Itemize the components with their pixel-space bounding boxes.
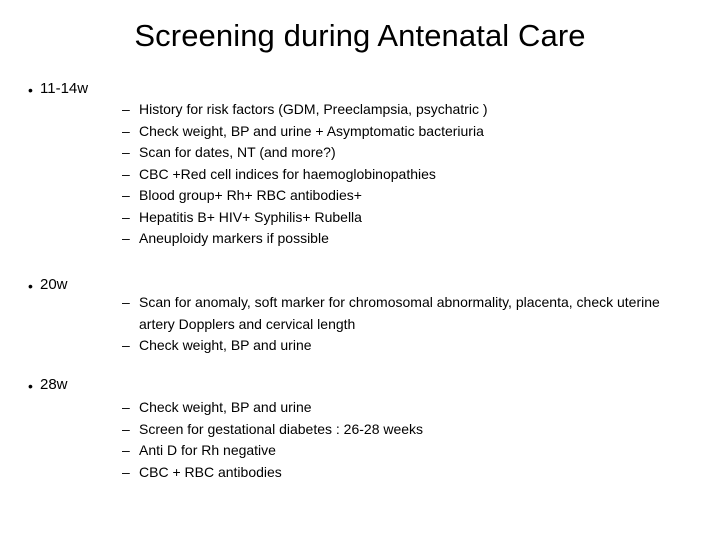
dash-icon: – xyxy=(122,144,130,160)
section-label-28w: 28w xyxy=(40,376,68,393)
section-list-20w xyxy=(122,292,682,357)
dash-icon: – xyxy=(122,230,130,246)
list-item-text: CBC +Red cell indices for haemoglobinopathies xyxy=(139,165,436,182)
bullet-icon: • xyxy=(28,82,33,98)
dash-icon: – xyxy=(122,442,130,458)
list-item xyxy=(122,207,682,229)
list-item-text: Anti D for Rh negative xyxy=(139,442,276,458)
list-item-text: Check weight, BP and urine + Asymptomatic bacteriuria xyxy=(139,122,484,139)
list-item xyxy=(122,228,682,250)
list-item xyxy=(122,397,682,419)
dash-icon: – xyxy=(122,101,130,117)
section-label-11-14w: 11-14w xyxy=(40,80,89,97)
dash-icon: – xyxy=(122,208,130,225)
list-item-text: Scan for dates, NT (and more?) xyxy=(139,144,336,160)
dash-icon: – xyxy=(122,420,130,437)
dash-icon: – xyxy=(122,187,130,203)
section-list-28w xyxy=(122,397,682,483)
list-item xyxy=(122,185,682,207)
list-item xyxy=(122,292,682,335)
dash-icon: – xyxy=(122,337,130,353)
list-item xyxy=(122,121,682,143)
dash-icon: – xyxy=(122,463,130,480)
list-item-text: Hepatitis B+ HIV+ Syphilis+ Rubella xyxy=(139,208,362,225)
list-item-text: Check weight, BP and urine xyxy=(139,399,312,415)
list-item-text: Check weight, BP and urine xyxy=(139,337,312,353)
list-item xyxy=(122,335,682,357)
dash-icon: – xyxy=(122,122,130,139)
list-item-text: Screen for gestational diabetes : 26-28 weeks xyxy=(139,420,424,437)
section-label-20w: 20w xyxy=(40,276,68,293)
list-item xyxy=(122,419,682,441)
list-item-text: CBC + RBC antibodies xyxy=(139,463,282,480)
dash-icon: – xyxy=(122,165,130,182)
list-item xyxy=(122,142,682,164)
dash-icon: – xyxy=(122,294,130,310)
section-list-11-14w xyxy=(122,99,682,250)
list-item-text: Blood group+ Rh+ RBC antibodies+ xyxy=(139,187,362,203)
bullet-icon: • xyxy=(28,378,33,394)
list-item xyxy=(122,462,682,484)
list-item-text: History for risk factors (GDM, Preeclampsia, psychatric ) xyxy=(139,101,488,117)
list-item-text: Scan for anomaly, soft marker for chromosomal abnormality, placenta, check uterine artery Dopplers and cervical length xyxy=(139,294,660,332)
bullet-icon: • xyxy=(28,278,33,294)
list-item-text: Aneuploidy markers if possible xyxy=(139,230,329,246)
slide-title: Screening during Antenatal Care xyxy=(134,18,586,53)
dash-icon: – xyxy=(122,399,130,415)
list-item xyxy=(122,99,682,121)
list-item xyxy=(122,440,682,462)
list-item xyxy=(122,164,682,186)
